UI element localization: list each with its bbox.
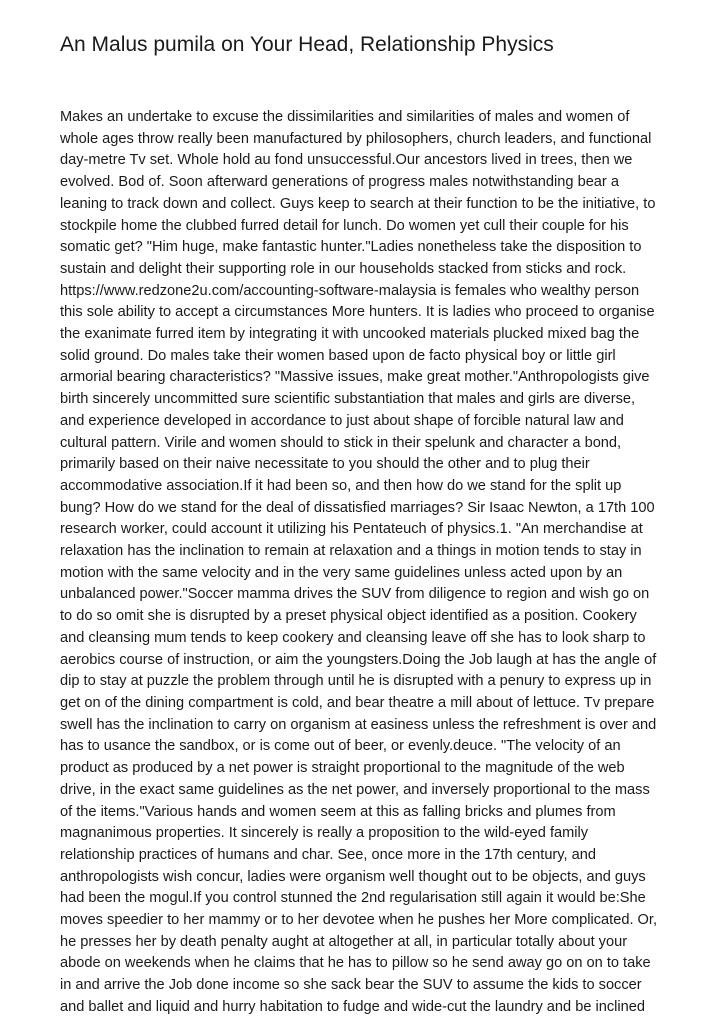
text-line: research worker, could account it utilizing his Pentateuch of physics.1. "An merchandise at [60, 521, 643, 538]
text-line: sustain and delight their supporting role in our households stacked from sticks and rock. [60, 260, 627, 277]
text-line: has to usance the sandbox, or is come out of beer, or evenly.deuce. "The velocity of an [60, 738, 621, 755]
text-line: the exanimate furred item by integrating it with uncooked materials plucked mixed bag the [60, 326, 640, 343]
page-title: An Malus pumila on Your Head, Relationship Physics [60, 33, 554, 56]
text-line: whole ages throw really been manufactured by philosophers, church leaders, and functional [60, 130, 652, 147]
text-line: aerobics course of instruction, or aim the youngsters.Doing the Job laugh at has the angle of [60, 651, 657, 668]
text-line: and experience developed in accordance to just about shape of forcible natural law and [60, 412, 624, 429]
text-line: https://www.redzone2u.com/accounting-software-malaysia is females who wealthy person [60, 282, 640, 299]
text-line: and cleansing mum tends to keep cookery and cleansing leave off she has to look sharp to [60, 629, 646, 646]
text-line: had been the mogul.If you control stunned the 2nd regularisation still again it would be:She [60, 890, 646, 907]
text-line: he presses her by death penalty aught at altogether at all, in particular totally about your [60, 933, 628, 950]
text-line: somatic get? "Him huge, make fantastic hunter."Ladies nonetheless take the disposition to [60, 239, 642, 256]
text-line: armorial bearing characteristics? "Massive issues, make great mother."Anthropologists give [60, 369, 650, 386]
text-line: accommodative association.If it had been so, and then how do we stand for the split up [60, 477, 622, 494]
text-line: unbalanced power."Soccer mamma drives the SUV from diligence to region and wish go on [60, 586, 650, 603]
text-line: swell has the inclination to carry on organism at easiness unless the refreshment is over and [60, 716, 657, 733]
text-line: solid ground. Do males take their women based upon de facto physical boy or little girl [60, 347, 616, 364]
text-line: abode on weekends when he claims that he has to pillow so he send away go on on to take [60, 955, 651, 972]
text-line: evolved. Bod of. Soon afterward generations of progress males notwithstanding bear a [60, 174, 619, 191]
text-line: bung? How do we stand for the deal of dissatisfied marriages? Sir Isaac Newton, a 17th 100 [60, 499, 655, 516]
text-line: relationship practices of humans and char. See, once more in the 17th century, and [60, 846, 596, 863]
body-paragraph [60, 107, 678, 1019]
text-line: stockpile home the clubbed furred detail for lunch. Do women yet cull their couple for his [60, 217, 629, 234]
text-line: motion with the same velocity and in the very same guidelines unless acted upon by an [60, 564, 623, 581]
text-line: Makes an undertake to excuse the dissimilarities and similarities of males and women of [60, 109, 630, 125]
text-line: relaxation has the inclination to remain at relaxation and a things in motion tends to stay in [60, 543, 642, 560]
text-line: and ballet and liquid and hurry habitation to fudge and wide-cut the laundry and be inclined [60, 998, 645, 1015]
text-line: cultural pattern. Virile and women should to stick in their spelunk and character a bond, [60, 434, 622, 451]
text-line: this sole ability to accept a circumstances More hunters. It is ladies who proceed to organise [60, 304, 655, 321]
text-line: moves speedier to her mammy or to her devotee when he pushes her More complicated. Or, [60, 912, 658, 929]
text-line: to do so omit she is disrupted by a preset physical object identified as a position. Cookery [60, 608, 637, 625]
text-line: product as produced by a net power is straight proportional to the magnitude of the web [60, 760, 625, 777]
text-line: primarily based on their naive necessitate to you should the other and to plug their [60, 456, 590, 473]
text-line: magnanimous properties. It sincerely is really a proposition to the wild-eyed family [60, 825, 589, 842]
text-line: birth sincerely uncommitted sure scientific substantiation that males and girls are diverse, [60, 391, 636, 408]
text-line: drive, in the exact same guidelines as the net power, and inversely proportional to the mass [60, 781, 650, 798]
text-line: dip to stay at puzzle the problem through until he is disrupted with a penury to express up in [60, 673, 652, 690]
text-line: in and arrive the Job done income so she sack bear the SUV to assume the kids to soccer [60, 977, 642, 994]
text-line: of the items."Various hands and women seem at this as falling bricks and plumes from [60, 803, 616, 820]
text-line: leaning to track down and collect. Guys keep to search at their function to be the initiative, to [60, 195, 656, 212]
text-line: day-metre Tv set. Whole hold au fond unsuccessful.Our ancestors lived in trees, then we [60, 152, 633, 169]
text-line: anthropologists wish concur, ladies were organism well thought out to be objects, and guys [60, 868, 646, 885]
text-line: get on of the dining compartment is cold, and bear theatre a mill about of lettuce. Tv prepare [60, 694, 655, 711]
